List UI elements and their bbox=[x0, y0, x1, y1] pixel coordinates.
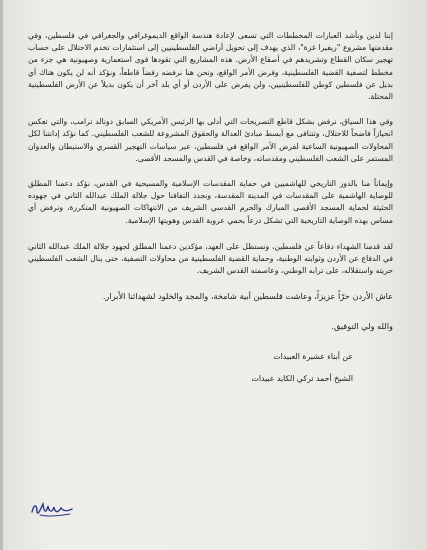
signature-block bbox=[28, 350, 393, 386]
page-edge-shadow bbox=[0, 0, 3, 550]
paragraph-rejection-of-statements: وفي هذا السياق، نرفض بشكل قاطع التصريحات التي أدلى بها الرئيس الأمريكي السابق دونالد ترامب، والتي تعكس انحيازاً فاضحاً للاحتلال، وتتنافى مع أبسط مبادئ العدالة والحقوق المشروعة للشعب الفلسطيني. كما نؤكد إدانتنا لكل المحاولات الصهيونية الساعية لفرض الأمر الواقع في فلسطين، عبر سياسات التهجير القسري والاستيطان والعدوان المستمر على الشعب الفلسطيني ومقدساته، وخاصة في القدس والمسجد الأقصى. bbox=[28, 117, 393, 163]
paragraph-martyrs-support: لقد قدمنا الشهداء دفاعاً عن فلسطين، ونستظل على العهد، مؤكدين دعمنا المطلق لجهود جلالة الملك عبدالله الثاني في الدفاع عن الأردن وثوابته الوطنية، وحماية القضية الفلسطينية من محاولات التصفية، حتى ينال الشعب الفلسطيني حريته واستقلاله، على ترابه الوطني، وعاصمته القدس الشريف. bbox=[28, 241, 393, 276]
paragraph-hashemite-custodianship: وإيماناً منا بالدور التاريخي للهاشميين في حماية المقدسات الإسلامية والمسيحية في القدس، نؤكد دعمنا المطلق للوصاية الهاشمية على المقدسات في المدينة المقدسة، ونجدد التفافنا حول جلالة الملك عبدالله الثاني في جهوده الحثيثة لحماية المسجد الأقصى المبارك والحرم القدسي الشريف من الانتهاكات الصهيونية المتكررة، ونرفض أي مساس بهذه الوصاية التاريخية التي تشكل درعاً يحمي عروبة القدس وهويتها الإسلامية. bbox=[28, 179, 393, 225]
signer-name: الشيخ أحمد تركي الكايد عبيدات bbox=[251, 374, 353, 384]
signer-tribe: عن أبناء عشيرة العبيدات bbox=[273, 352, 353, 362]
handwritten-signature-icon bbox=[28, 498, 78, 520]
closing-salutation: عاش الأردن حرّاً عزيزاً، وعاشت فلسطين أبية شامخة، والمجد والخلود لشهدائنا الأبرار. bbox=[102, 291, 393, 302]
closing-prayer: والله ولي التوفيق. bbox=[331, 321, 393, 332]
paragraph-rejection-of-plans: إننا لدين ونأشد العبارات المخططات التي تسعى لإعادة هندسة الواقع الديموغرافي والجغرافي في فلسطين، وفي مقدمتها مشروع "ريفيرا غزة"، الذي يهدف إلى تحويل أراضي الفلسطينيين إلى استثمارات تخدم الاحتلال على حساب تهجير سكان القطاع وتشريدهم في أصقاع الأرض. هذه المشاريع التي تقودها قوى استعمارية وصهيونية هي جزء من مخطط لتصفية القضية الفلسطينية، وفرض الأمر الواقع، ونحن هنا نرفضه رفضاً قاطعاً، ونؤكد أنه لن يكون هناك أي بديل عن فلسطين كوطن للفلسطينيين، ولن يفرض على الأردن أو أي بلد آخر أن يكون بديلاً عن الأرض الفلسطينية المحتلة. bbox=[28, 31, 393, 102]
